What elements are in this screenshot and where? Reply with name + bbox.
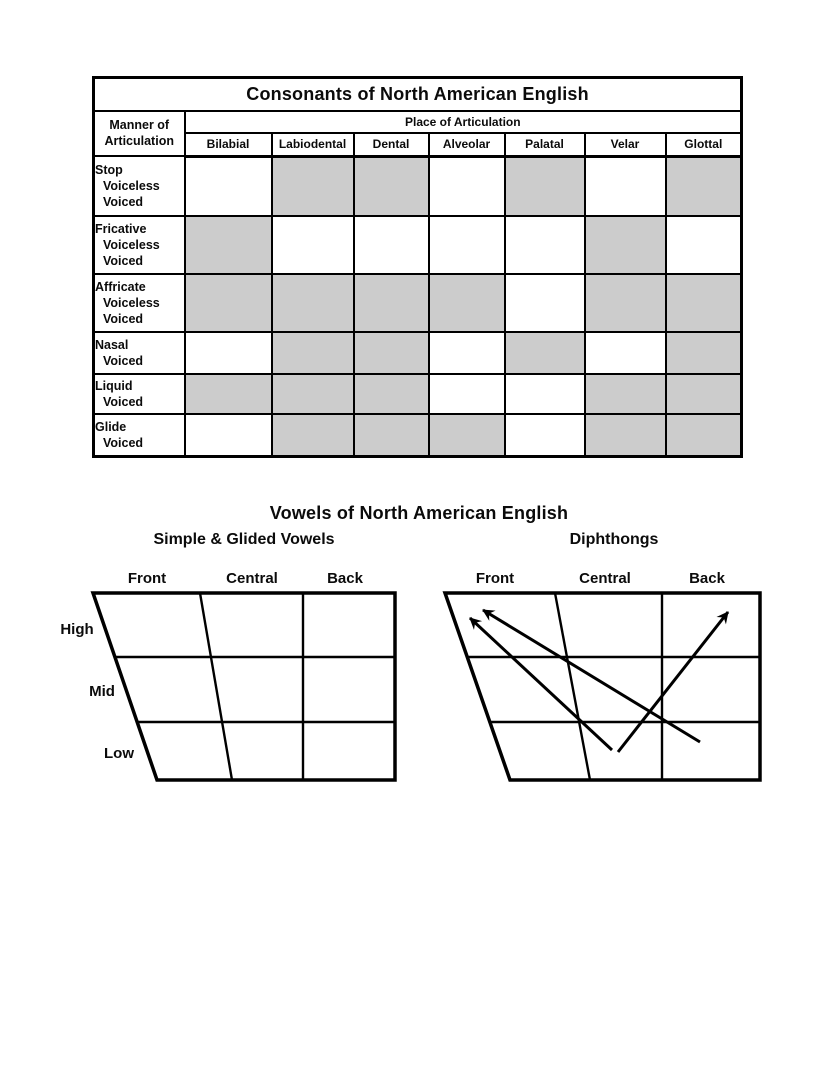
cell-glide-glottal-shaded bbox=[666, 414, 742, 456]
manner-label-liquid bbox=[94, 374, 185, 414]
manner-name: Nasal bbox=[95, 337, 129, 352]
simple-back-label: Back bbox=[327, 570, 363, 587]
voicing-label: Voiced bbox=[103, 354, 144, 368]
cell-glide-velar-shaded bbox=[585, 414, 666, 456]
cell-liquid-palatal-open bbox=[505, 374, 585, 414]
cell-nasal-glottal-shaded bbox=[666, 332, 742, 374]
table-row-nasal bbox=[94, 332, 742, 374]
manner-label-glide bbox=[94, 414, 185, 456]
place-of-articulation-header: Place of Articulation bbox=[185, 111, 742, 133]
manner-label-fricative bbox=[94, 216, 185, 274]
manner-label-stop bbox=[94, 156, 185, 216]
voicing-label: Voiceless bbox=[103, 237, 160, 252]
cell-fricative-labiodental-open bbox=[272, 216, 354, 274]
voicing-label: Voiced bbox=[103, 435, 144, 450]
voicing-label: Voiced bbox=[103, 195, 144, 210]
cell-fricative-dental-open bbox=[354, 216, 429, 274]
cell-affricate-velar-shaded bbox=[585, 274, 666, 332]
cell-fricative-alveolar-open bbox=[429, 216, 505, 274]
consonant-table bbox=[92, 76, 743, 458]
table-row-fricative bbox=[94, 216, 742, 274]
consonant-table-section bbox=[92, 76, 743, 458]
high-label: High bbox=[60, 621, 94, 638]
column-header-dental: Dental bbox=[354, 133, 429, 156]
table-row-stop bbox=[94, 156, 742, 216]
cell-fricative-velar-shaded bbox=[585, 216, 666, 274]
voicing-label: Voiced bbox=[103, 312, 144, 327]
column-header-glottal: Glottal bbox=[666, 133, 742, 156]
cell-nasal-velar-open bbox=[585, 332, 666, 374]
cell-nasal-dental-shaded bbox=[354, 332, 429, 374]
voicing-label: Voiceless bbox=[103, 178, 160, 193]
diphthong-vowel-grid bbox=[445, 593, 760, 780]
cell-liquid-dental-shaded bbox=[354, 374, 429, 414]
manner-name: Fricative bbox=[95, 221, 147, 236]
manner-name: Glide bbox=[95, 419, 127, 434]
cell-stop-glottal-shaded bbox=[666, 156, 742, 216]
cell-glide-labiodental-shaded bbox=[272, 414, 354, 456]
manner-name: Stop bbox=[95, 162, 123, 177]
column-header-labiodental: Labiodental bbox=[272, 133, 354, 156]
mid-label: Mid bbox=[89, 683, 115, 700]
cell-glide-alveolar-shaded bbox=[429, 414, 505, 456]
cell-stop-labiodental-shaded bbox=[272, 156, 354, 216]
voicing-label: Voiceless bbox=[103, 295, 160, 310]
manner-of-articulation-header bbox=[94, 111, 185, 156]
column-header-palatal: Palatal bbox=[505, 133, 585, 156]
manner-label-affricate bbox=[94, 274, 185, 332]
cell-stop-bilabial-open bbox=[185, 156, 272, 216]
low-label: Low bbox=[104, 745, 134, 762]
voicing-label: Voiced bbox=[103, 395, 144, 409]
cell-fricative-bilabial-shaded bbox=[185, 216, 272, 274]
voicing-label: Voiced bbox=[103, 254, 144, 269]
cell-affricate-labiodental-shaded bbox=[272, 274, 354, 332]
cell-stop-palatal-shaded bbox=[505, 156, 585, 216]
cell-affricate-glottal-shaded bbox=[666, 274, 742, 332]
cell-glide-bilabial-open bbox=[185, 414, 272, 456]
corner-line-2: Articulation bbox=[104, 133, 174, 148]
cell-stop-dental-shaded bbox=[354, 156, 429, 216]
simple-central-label: Central bbox=[226, 570, 278, 587]
cell-glide-dental-shaded bbox=[354, 414, 429, 456]
cell-affricate-palatal-open bbox=[505, 274, 585, 332]
simple-vowels-diagram bbox=[40, 565, 420, 800]
table-row-liquid bbox=[94, 374, 742, 414]
manner-name: Liquid bbox=[95, 378, 133, 393]
cell-affricate-bilabial-shaded bbox=[185, 274, 272, 332]
column-header-alveolar: Alveolar bbox=[429, 133, 505, 156]
column-header-velar: Velar bbox=[585, 133, 666, 156]
diphthong-arrows bbox=[470, 610, 728, 752]
manner-label-nasal bbox=[94, 332, 185, 374]
cell-nasal-palatal-shaded bbox=[505, 332, 585, 374]
simple-vowel-grid bbox=[93, 593, 395, 780]
cell-nasal-labiodental-shaded bbox=[272, 332, 354, 374]
cell-liquid-velar-shaded bbox=[585, 374, 666, 414]
cell-nasal-bilabial-open bbox=[185, 332, 272, 374]
cell-glide-palatal-open bbox=[505, 414, 585, 456]
corner-line-1: Manner of bbox=[109, 117, 170, 132]
diphthongs-diagram bbox=[430, 565, 770, 800]
cell-affricate-alveolar-shaded bbox=[429, 274, 505, 332]
cell-liquid-labiodental-shaded bbox=[272, 374, 354, 414]
cell-liquid-bilabial-shaded bbox=[185, 374, 272, 414]
simple-front-label: Front bbox=[127, 570, 167, 587]
diphthongs-title: Diphthongs bbox=[569, 531, 659, 548]
diphthong-back-label: Back bbox=[689, 570, 725, 587]
cell-affricate-dental-shaded bbox=[354, 274, 429, 332]
cell-nasal-alveolar-open bbox=[429, 332, 505, 374]
cell-liquid-glottal-shaded bbox=[666, 374, 742, 414]
cell-fricative-glottal-open bbox=[666, 216, 742, 274]
consonant-table-title: Consonants of North American English bbox=[94, 78, 742, 112]
column-header-bilabial: Bilabial bbox=[185, 133, 272, 156]
vowel-section-title: Vowels of North American English bbox=[269, 503, 569, 523]
cell-fricative-palatal-open bbox=[505, 216, 585, 274]
diphthong-front-label: Front bbox=[475, 570, 515, 587]
cell-stop-alveolar-open bbox=[429, 156, 505, 216]
cell-stop-velar-open bbox=[585, 156, 666, 216]
low-central-to-high-back-arrow bbox=[618, 612, 728, 752]
cell-liquid-alveolar-open bbox=[429, 374, 505, 414]
diphthong-central-label: Central bbox=[579, 570, 631, 587]
table-row-affricate bbox=[94, 274, 742, 332]
simple-glided-vowels-title: Simple & Glided Vowels bbox=[153, 531, 335, 548]
manner-name: Affricate bbox=[95, 279, 146, 294]
table-row-glide bbox=[94, 414, 742, 456]
